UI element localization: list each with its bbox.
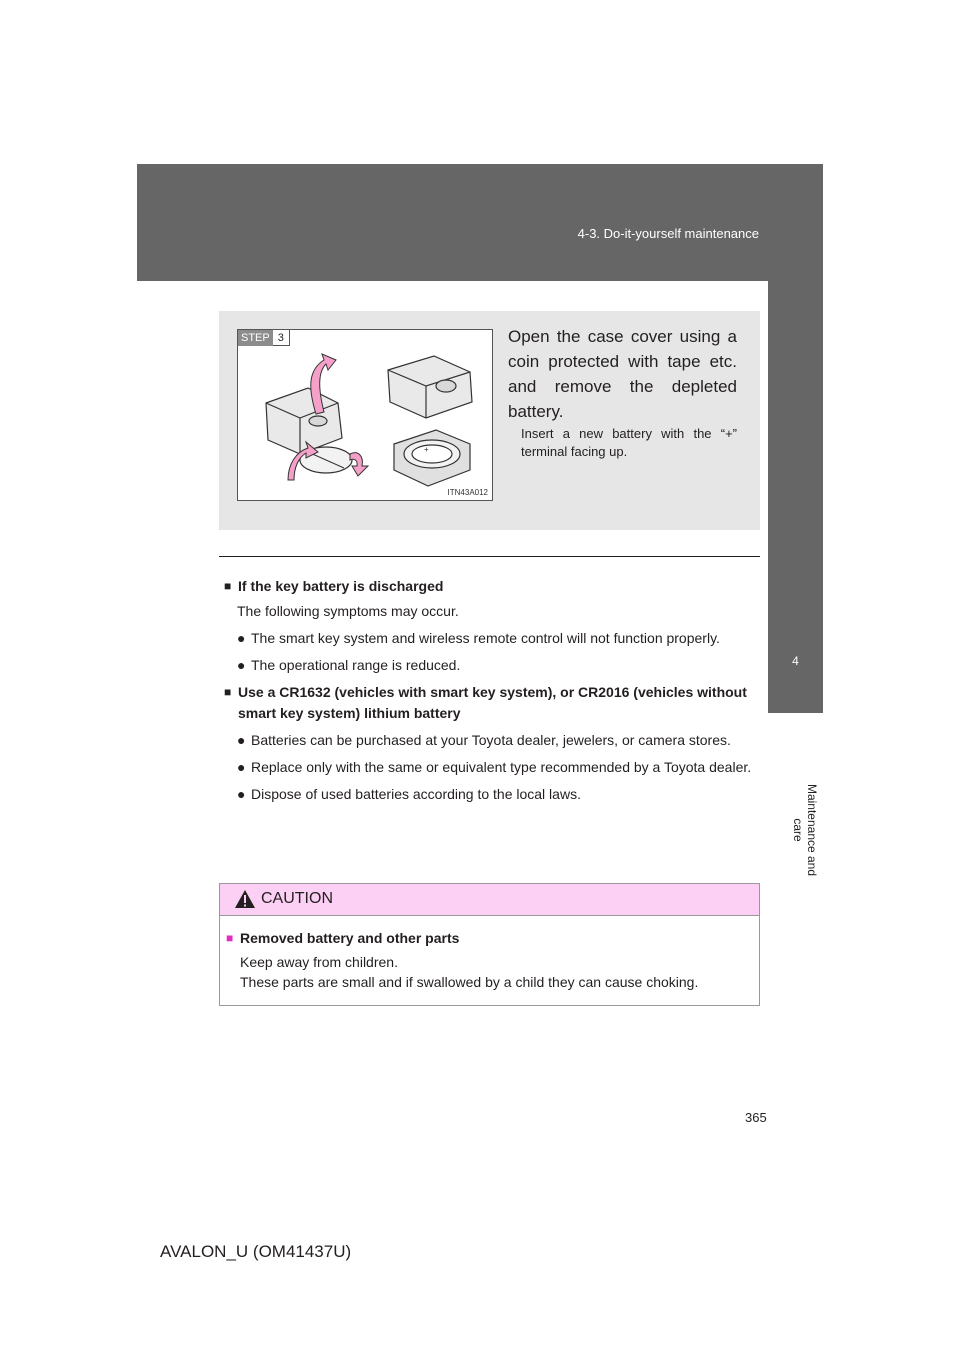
- caution-title: CAUTION: [261, 890, 333, 907]
- caution-body: [220, 916, 759, 992]
- note-paragraph: The following symptoms may occur.: [237, 603, 459, 619]
- list-item: ● The smart key system and wireless remote control will not function properly.: [224, 628, 754, 649]
- step-tag-word: STEP: [238, 330, 273, 346]
- caution-header: [220, 884, 759, 916]
- key-battery-illustration: [237, 329, 493, 501]
- chapter-label: Maintenance and care: [791, 783, 819, 877]
- caution-heading: ■ Removed battery and other parts: [226, 928, 759, 948]
- step-instruction: Open the case cover using a coin protected with tape etc. and remove the depleted battery.: [508, 327, 737, 421]
- footer-model-code: AVALON_U (OM41437U): [160, 1242, 352, 1261]
- section-divider: [219, 556, 760, 557]
- list-item: ● The operational range is reduced.: [224, 655, 754, 676]
- note-heading-discharged: ■ If the key battery is discharged: [224, 576, 754, 597]
- warning-triangle-icon: [234, 889, 256, 909]
- list-item: ● Batteries can be purchased at your Toyota dealer, jewelers, or camera stores.: [224, 730, 754, 751]
- caution-line: Keep away from children.: [240, 954, 398, 970]
- step-panel: [219, 311, 760, 530]
- step-note: Insert a new battery with the “+” terminal facing up.: [521, 426, 737, 459]
- page-number: 365: [745, 1110, 767, 1125]
- notes-section: [224, 576, 754, 805]
- image-code: ITN43A012: [447, 488, 488, 497]
- list-item: ● Dispose of used batteries according to the local laws.: [224, 784, 754, 805]
- section-label: 4-3. Do-it-yourself maintenance: [577, 226, 759, 241]
- caution-line: These parts are small and if swallowed by a child they can cause choking.: [240, 974, 699, 990]
- chapter-number: 4: [792, 654, 799, 668]
- list-item: ● Replace only with the same or equivalent type recommended by a Toyota dealer.: [224, 757, 754, 778]
- chapter-tab[interactable]: [768, 281, 823, 713]
- note-heading-battery-type: ■ Use a CR1632 (vehicles with smart key system), or CR2016 (vehicles without smart key system) lithium battery: [224, 682, 754, 724]
- step-tag: [238, 330, 290, 346]
- lift-arrow-right: [350, 453, 368, 476]
- key-fob-drawing: [238, 348, 492, 498]
- header-band: [137, 164, 823, 281]
- svg-text:+: +: [424, 445, 429, 454]
- step-tag-number: 3: [273, 330, 290, 346]
- caution-box: [219, 883, 760, 1006]
